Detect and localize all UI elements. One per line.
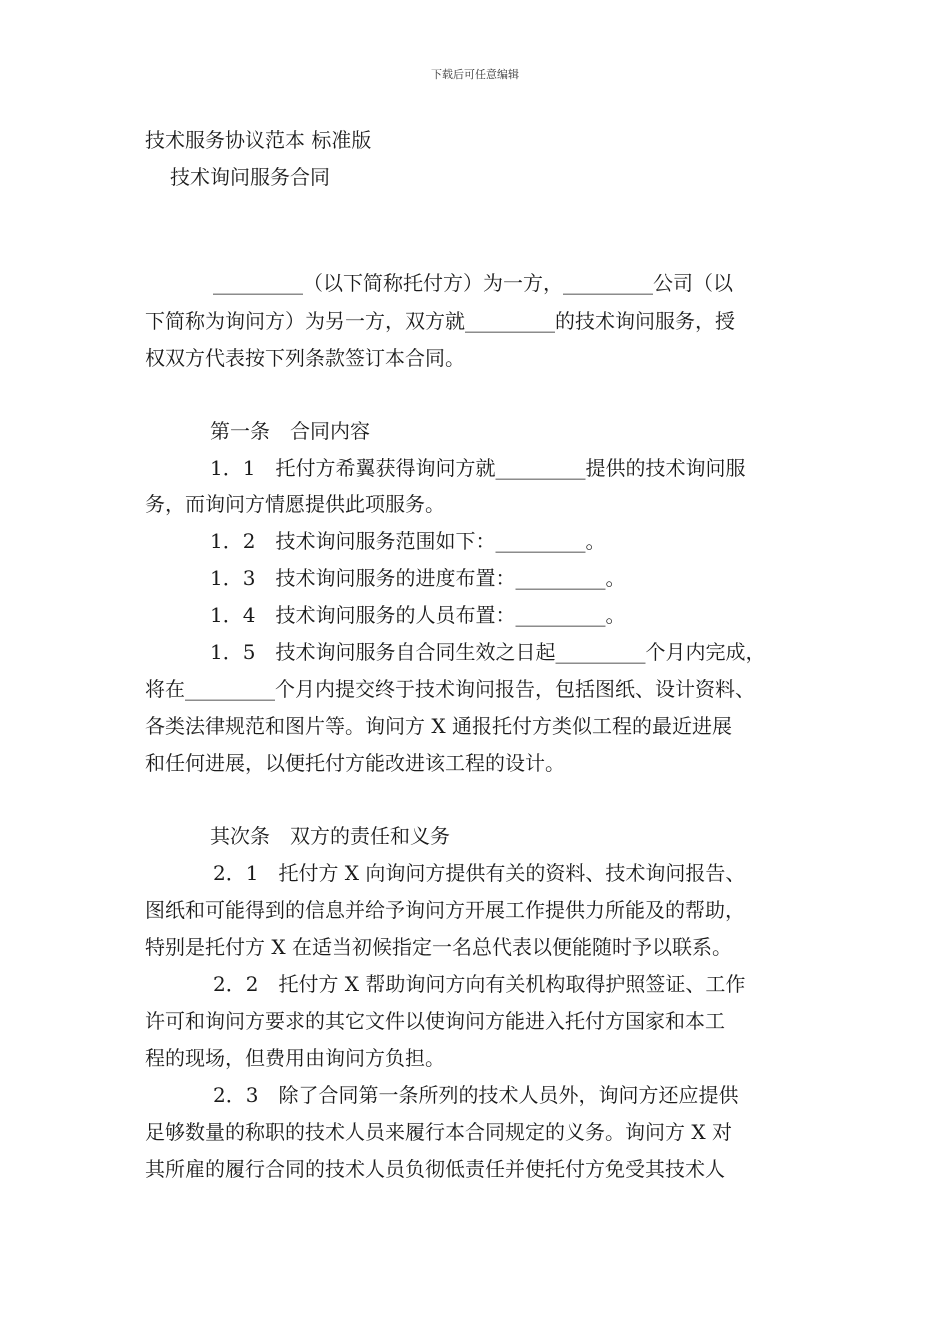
section-heading: 其次条 双方的责任和义务 — [210, 824, 450, 848]
document-title: 技术服务协议范本 标准版 — [145, 128, 372, 152]
text-line: 2．3 除了合同第一条所列的技术人员外，询问方还应提供 — [213, 1083, 739, 1107]
text-line: 1．5 技术询问服务自合同生效之日起_________个月内完成， — [210, 640, 766, 664]
text-line: 2．2 托付方 X 帮助询问方向有关机构取得护照签证、工作 — [213, 972, 746, 996]
text-line: 其所雇的履行合同的技术人员负彻低责任并使托付方免受其技术人 — [145, 1157, 725, 1181]
text-line: 2．1 托付方 X 向询问方提供有关的资料、技术询问报告、 — [213, 861, 746, 885]
text-line: 1．1 托付方希翼获得询问方就_________提供的技术询问服 — [210, 456, 746, 480]
text-line: 各类法律规范和图片等。询问方 X 通报托付方类似工程的最近进展 — [145, 714, 732, 738]
text-line: 程的现场，但费用由询问方负担。 — [145, 1046, 445, 1070]
text-line: 务，而询问方情愿提供此项服务。 — [145, 492, 445, 516]
text-line: 下简称为询问方）为另一方，双方就_________的技术询问服务，授 — [145, 309, 735, 333]
text-line: 1．3 技术询问服务的进度布置：_________。 — [210, 566, 626, 590]
text-line: 1．2 技术询问服务范围如下：_________。 — [210, 529, 606, 553]
page-header: 下载后可任意编辑 — [431, 68, 519, 81]
text-line: 权双方代表按下列条款签订本合同。 — [145, 346, 465, 370]
text-line: 将在_________个月内提交终于技术询问报告，包括图纸、设计资料、 — [145, 677, 755, 701]
text-line: _________（以下简称托付方）为一方，_________公司（以 — [213, 271, 733, 295]
section-heading: 第一条 合同内容 — [210, 419, 370, 443]
text-line: 和任何进展，以便托付方能改进该工程的设计。 — [145, 751, 565, 775]
text-line: 图纸和可能得到的信息并给予询问方开展工作提供力所能及的帮助， — [145, 898, 745, 922]
text-line: 足够数量的称职的技术人员来履行本合同规定的义务。询问方 X 对 — [145, 1120, 732, 1144]
document-subtitle: 技术询问服务合同 — [170, 165, 330, 189]
text-line: 特别是托付方 X 在适当初候指定一名总代表以便能随时予以联系。 — [145, 935, 732, 959]
text-line: 1．4 技术询问服务的人员布置：_________。 — [210, 603, 626, 627]
text-line: 许可和询问方要求的其它文件以使询问方能进入托付方国家和本工 — [145, 1009, 725, 1033]
